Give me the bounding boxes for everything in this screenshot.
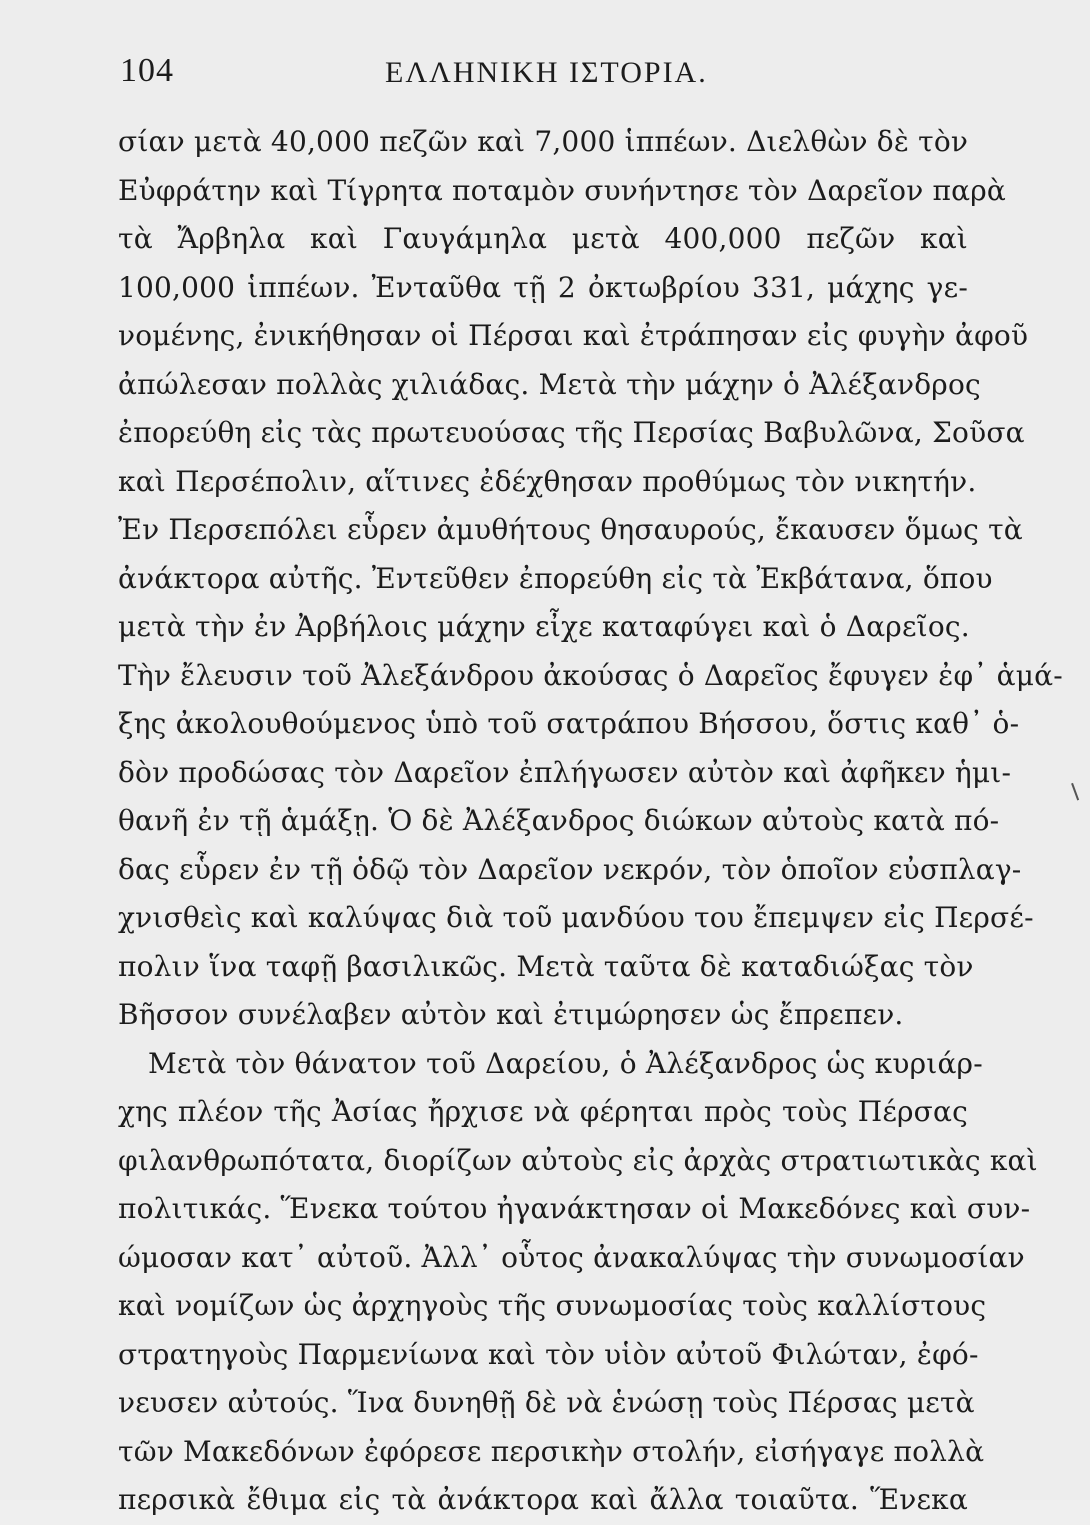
text-line: Βῆσσον συνέλαβεν αὐτὸν καὶ ἐτιμώρησεν ὡς ἔπρεπεν.	[118, 998, 904, 1031]
text-line: θανῆ ἐν τῇ ἁμάξῃ. Ὁ δὲ Ἀλέξανδρος διώκων αὐτοὺς κατὰ πό-	[118, 804, 1000, 837]
text-line: χης πλέον τῆς Ἀσίας ἤρχισε νὰ φέρηται πρὸς τοὺς Πέρσας	[118, 1095, 968, 1128]
page-header	[120, 52, 970, 102]
page-number: 104	[120, 52, 174, 89]
text-line: νευσεν αὐτούς. Ἵνα δυνηθῇ δὲ νὰ ἑνώσῃ τοὺς Πέρσας μετὰ	[118, 1386, 975, 1419]
running-head: ΕΛΛΗΝΙΚΗ ΙΣΤΟΡΙΑ.	[385, 56, 708, 89]
scan-mark	[1071, 782, 1083, 801]
text-line: Εὐφράτην καὶ Τίγρητα ποταμὸν συνήντησε τὸν Δαρεῖον παρὰ	[118, 173, 1007, 207]
text-line: ώμοσαν κατ᾽ αὐτοῦ. Ἀλλ᾽ οὗτος ἀνακαλύψας τὴν συνωμοσίαν	[118, 1240, 1025, 1274]
text-line: ξης ἀκολουθούμενος ὑπὸ τοῦ σατράπου Βήσσου, ὅστις καθ᾽ ὁ-	[118, 707, 1020, 740]
text-line: Μετὰ τὸν θάνατον τοῦ Δαρείου, ὁ Ἀλέξανδρος ὡς κυριάρ-	[148, 1046, 983, 1080]
text-line: 100,000 ἱππέων. Ἐνταῦθα τῇ 2 ὀκτωβρίου 331, μάχης γε-	[118, 270, 968, 304]
text-line: τὰ Ἄρβηλα καὶ Γαυγάμηλα μετὰ 400,000 πεζῶν καὶ	[118, 222, 968, 255]
text-line: περσικὰ ἔθιμα εἰς τὰ ἀνάκτορα καὶ ἄλλα τοιαῦτα. Ἕνεκα	[118, 1483, 968, 1516]
text-line: δὸν προδώσας τὸν Δαρεῖον ἐπλήγωσεν αὐτὸν καὶ ἀφῆκεν ἡμι-	[118, 755, 1012, 789]
text-line: χνισθεὶς καὶ καλύψας διὰ τοῦ μανδύου του ἔπεμψεν εἰς Περσέ-	[118, 901, 1034, 934]
text-line: νομένης, ἐνικήθησαν οἱ Πέρσαι καὶ ἐτράπησαν εἰς φυγὴν ἀφοῦ	[118, 319, 1029, 352]
text-line: καὶ Περσέπολιν, αἵτινες ἐδέχθησαν προθύμως τὸν νικητήν.	[118, 464, 977, 498]
text-line: ἐπορεύθη εἰς τὰς πρωτευούσας τῆς Περσίας Βαβυλῶνα, Σοῦσα	[118, 416, 1025, 449]
text-line: πολιτικάς. Ἕνεκα τούτου ἠγανάκτησαν οἱ Μακεδόνες καὶ συν-	[118, 1192, 1031, 1225]
text-line: φιλανθρωπότατα, διορίζων αὐτοὺς εἰς ἀρχὰς στρατιωτικὰς καὶ	[118, 1143, 1038, 1177]
body-text	[118, 118, 1063, 1525]
text-line: τῶν Μακεδόνων ἐφόρεσε περσικὴν στολήν, εἰσήγαγε πολλὰ	[118, 1434, 985, 1468]
text-line: ἀπώλεσαν πολλὰς χιλιάδας. Μετὰ τὴν μάχην ὁ Ἀλέξανδρος	[118, 367, 981, 401]
text-line: στρατηγοὺς Παρμενίωνα καὶ τὸν υἱὸν αὐτοῦ Φιλώταν, ἐφό-	[118, 1337, 979, 1371]
text-line: Ἐν Περσεπόλει εὗρεν ἀμυθήτους θησαυρούς, ἔκαυσεν ὅμως τὰ	[118, 513, 1023, 546]
text-line: πολιν ἵνα ταφῇ βασιλικῶς. Μετὰ ταῦτα δὲ καταδιώξας τὸν	[118, 949, 974, 983]
text-line: ἀνάκτορα αὐτῆς. Ἐντεῦθεν ἐπορεύθη εἰς τὰ Ἐκβάτανα, ὅπου	[118, 561, 993, 595]
text-line: δας εὗρεν ἐν τῇ ὁδῷ τὸν Δαρεῖον νεκρόν, τὸν ὁποῖον εὐσπλαγ-	[118, 852, 1022, 886]
text-line: μετὰ τὴν ἐν Ἀρβήλοις μάχην εἶχε καταφύγει καὶ ὁ Δαρεῖος.	[118, 610, 970, 643]
text-line: καὶ νομίζων ὡς ἀρχηγοὺς τῆς συνωμοσίας τοὺς καλλίστους	[118, 1289, 987, 1322]
text-line: Τὴν ἔλευσιν τοῦ Ἀλεξάνδρου ἀκούσας ὁ Δαρεῖος ἔφυγεν ἐφ᾽ ἁμά-	[118, 658, 1063, 692]
text-line: σίαν μετὰ 40,000 πεζῶν καὶ 7,000 ἱππέων. Διελθὼν δὲ τὸν	[118, 125, 969, 158]
